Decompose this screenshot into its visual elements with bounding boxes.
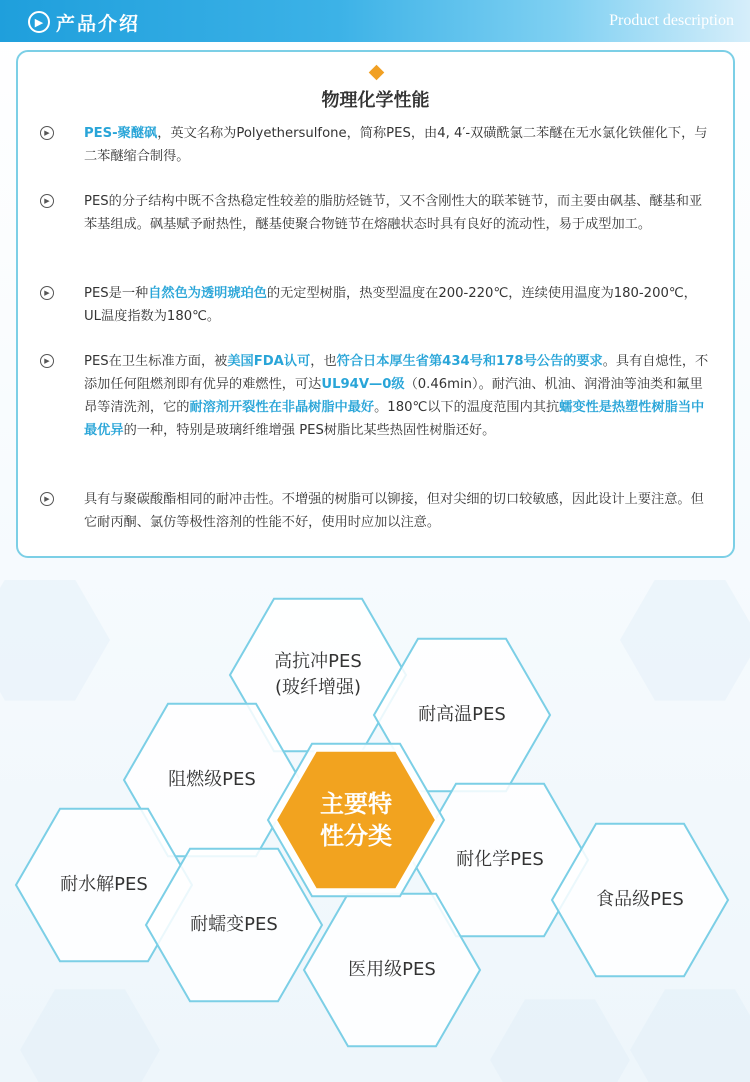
highlight-text: 耐溶剂开裂性在非晶树脂中最好 bbox=[189, 400, 375, 415]
feature-hex-text: 耐化学PES bbox=[456, 849, 544, 870]
highlight-text: 自然色为透明琥珀色 bbox=[148, 286, 267, 301]
feature-hex-text: 医用级PES bbox=[348, 959, 436, 980]
feature-hex-text: 阻燃级PES bbox=[168, 769, 256, 790]
feature-hex-text: (玻纤增强) bbox=[274, 677, 362, 698]
feature-hex-label bbox=[596, 887, 684, 913]
header-tab bbox=[22, 7, 162, 37]
paragraph-text bbox=[84, 282, 710, 328]
body-text: 的一种，特别是玻璃纤维增强 PES树脂比某些热固性树脂还好。 bbox=[123, 423, 496, 438]
feature-hex-label bbox=[60, 872, 148, 898]
center-hex-text: 主要特 bbox=[320, 790, 392, 818]
bullet-arrow-icon: ▶ bbox=[40, 492, 54, 506]
bullet-arrow-icon: ▶ bbox=[40, 354, 54, 368]
paragraph bbox=[40, 122, 710, 168]
body-text: ，英文名称为Polyethersulfone，简称PES，由4, 4′-双磺酰氯二苯醚在无水氯化铁催化下，与二苯醚缩合制得。 bbox=[84, 126, 708, 164]
bullet-arrow-icon: ▶ bbox=[40, 126, 54, 140]
diamond-icon bbox=[369, 65, 385, 81]
background-hex bbox=[20, 989, 160, 1082]
feature-hex-label bbox=[418, 702, 506, 728]
honeycomb-diagram bbox=[0, 580, 750, 1082]
feature-hex-text: 耐高温PES bbox=[418, 704, 506, 725]
center-hex-text: 性分类 bbox=[320, 822, 392, 850]
body-text: PES是一种 bbox=[84, 286, 149, 301]
highlight-text: UL94V—0级 bbox=[321, 377, 405, 392]
body-text: PES在卫生标准方面，被 bbox=[84, 354, 228, 369]
paragraph bbox=[40, 350, 710, 442]
body-text: 的无定型树脂，热变型温度在200-220℃，连续使用温度为180-200℃， UL温度指数为180℃。 bbox=[84, 286, 697, 324]
feature-hex-label bbox=[168, 767, 256, 793]
feature-hex-label bbox=[274, 649, 362, 701]
body-text: （0.46min）。耐汽油、机油、润滑油等油类和氟里昂等清洗剂，它的 bbox=[84, 377, 703, 415]
section-title: 产品介绍 bbox=[56, 12, 141, 35]
background-hex bbox=[490, 999, 630, 1082]
highlight-text: 蠕变性是热塑性树脂当中最优异 bbox=[84, 400, 705, 438]
background-hex bbox=[0, 580, 110, 701]
highlight-text: 美国FDA认可 bbox=[227, 354, 311, 369]
feature-hex-label bbox=[348, 957, 436, 983]
highlight-text: 符合日本厚生省第434号和178号公告的要求 bbox=[336, 354, 603, 369]
card-title: 物理化学性能 bbox=[321, 90, 430, 111]
chevron-right-circle-icon: ▶ bbox=[28, 11, 50, 33]
properties-card bbox=[16, 50, 735, 558]
section-header bbox=[0, 0, 750, 42]
center-hex-label bbox=[320, 788, 392, 852]
feature-hex-label bbox=[456, 847, 544, 873]
paragraph bbox=[40, 190, 710, 236]
bullet-arrow-icon: ▶ bbox=[40, 286, 54, 300]
paragraph bbox=[40, 488, 710, 534]
section-subtitle: Product description bbox=[609, 12, 734, 29]
feature-hex-text: 高抗冲PES bbox=[274, 651, 362, 672]
body-text: 。180℃以下的温度范围内其抗 bbox=[374, 400, 560, 415]
background-hex bbox=[620, 580, 750, 701]
feature-hex-label bbox=[190, 912, 278, 938]
background-hex bbox=[630, 989, 750, 1082]
body-text: 具有与聚碳酸酯相同的耐冲击性。不增强的树脂可以铆接，但对尖细的切口较敏感，因此设计上要注意。但它耐丙酮、氯仿等极性溶剂的性能不好，使用时应加以注意。 bbox=[84, 492, 704, 530]
paragraph-text bbox=[84, 350, 710, 442]
paragraph-text bbox=[84, 190, 710, 236]
feature-hex-text: 耐蠕变PES bbox=[190, 914, 278, 935]
highlight-text: PES-聚醚砜 bbox=[84, 126, 158, 141]
bullet-arrow-icon: ▶ bbox=[40, 194, 54, 208]
body-text: 。具有自熄性，不添加任何阻燃剂即有优异的难燃性，可达 bbox=[84, 354, 709, 392]
paragraph bbox=[40, 282, 710, 328]
paragraph-text bbox=[84, 488, 710, 534]
paragraph-text bbox=[84, 122, 710, 168]
feature-hex-text: 食品级PES bbox=[596, 889, 684, 910]
body-text: ，也 bbox=[310, 354, 337, 369]
body-text: PES的分子结构中既不含热稳定性较差的脂肪烃链节，又不含刚性大的联苯链节，而主要由砜基、醚基和亚苯基组成。砜基赋予耐热性，醚基使聚合物链节在熔融状态时具有良好的流动性，易于成型加工。 bbox=[84, 194, 703, 232]
feature-hex-text: 耐水解PES bbox=[60, 874, 148, 895]
